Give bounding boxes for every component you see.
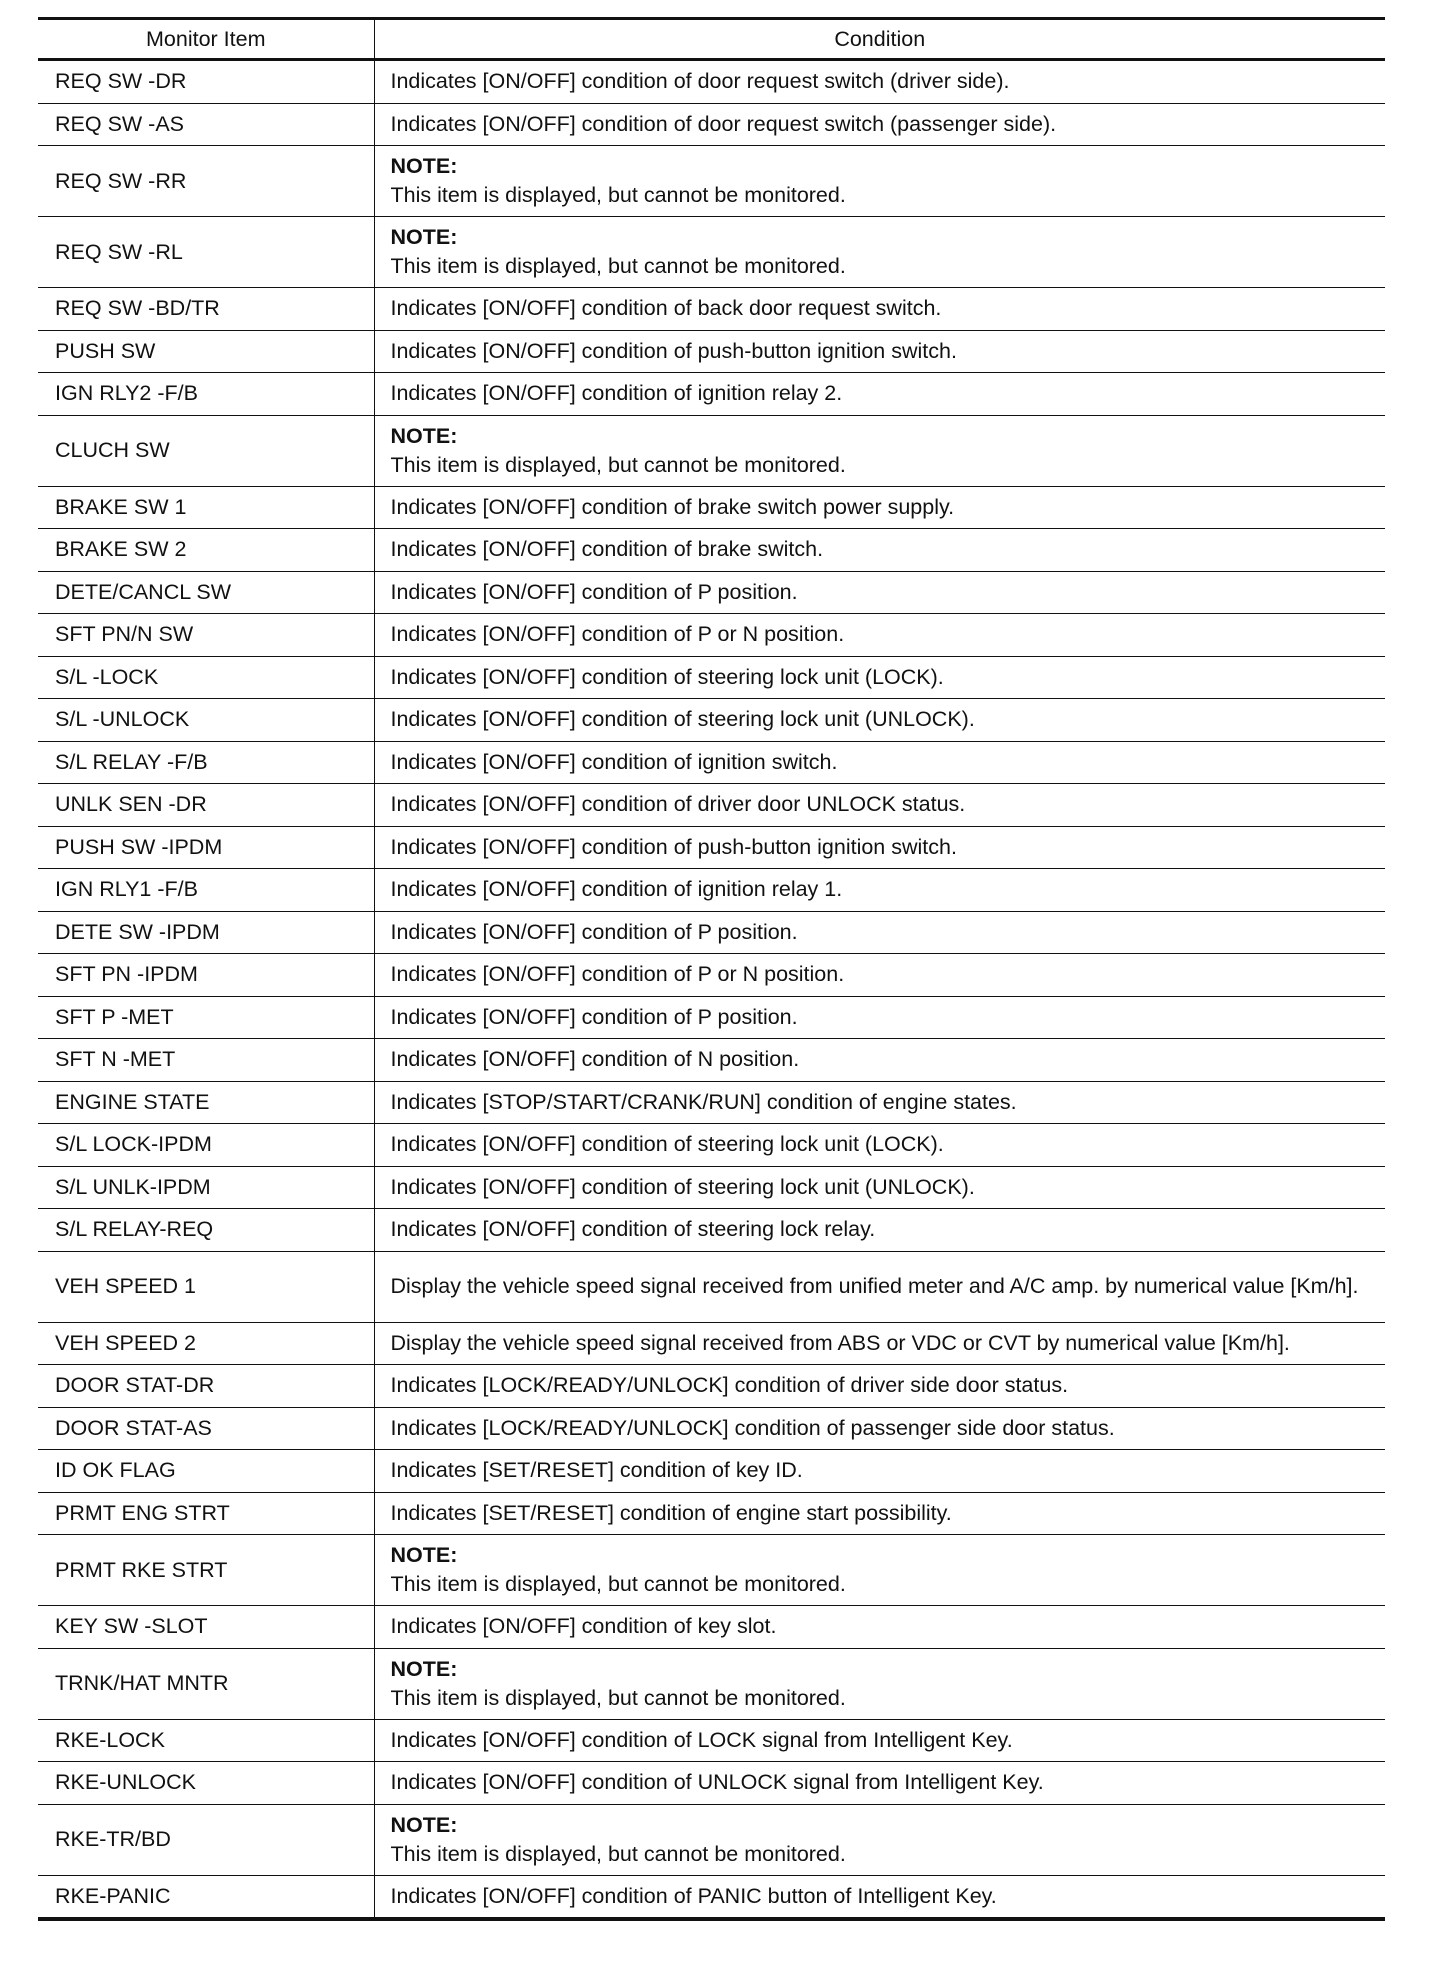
condition-cell: Indicates [ON/OFF] condition of push-button ignition switch. <box>390 834 957 859</box>
monitor-item-cell: S/L RELAY -F/B <box>38 741 374 784</box>
monitor-item-cell: VEH SPEED 2 <box>38 1322 374 1365</box>
monitor-item-cell: TRNK/HAT MNTR <box>38 1648 374 1719</box>
monitor-item-cell: SFT PN -IPDM <box>38 954 374 997</box>
condition-cell: Indicates [ON/OFF] condition of door request switch (driver side). <box>390 69 1010 94</box>
condition-cell: Indicates [ON/OFF] condition of P position. <box>390 579 798 604</box>
condition-cell: Indicates [ON/OFF] condition of P position. <box>390 919 798 944</box>
monitor-item-cell: REQ SW -RL <box>38 217 374 288</box>
note-label: NOTE: <box>390 1812 458 1837</box>
monitor-item-table <box>38 17 1385 1921</box>
condition-cell: Indicates [ON/OFF] condition of driver door UNLOCK status. <box>390 792 966 817</box>
condition-cell: Indicates [ON/OFF] condition of PANIC button of Intelligent Key. <box>390 1883 997 1908</box>
table-row <box>38 1492 1385 1535</box>
note-label: NOTE: <box>390 154 458 178</box>
table-row <box>38 911 1385 954</box>
condition-cell: Indicates [ON/OFF] condition of P or N position. <box>390 962 845 987</box>
condition-cell: Indicates [ON/OFF] condition of steering lock unit (LOCK). <box>390 1132 944 1157</box>
monitor-item-cell: DOOR STAT-AS <box>38 1407 374 1450</box>
table-row <box>38 1209 1385 1252</box>
condition-cell: Indicates [ON/OFF] condition of UNLOCK signal from Intelligent Key. <box>390 1770 1044 1795</box>
condition-cell: Indicates [SET/RESET] condition of engine start possibility. <box>390 1500 952 1525</box>
table-row <box>38 1039 1385 1082</box>
table-row <box>38 1875 1385 1919</box>
table-row <box>38 1407 1385 1450</box>
table-row <box>38 1166 1385 1209</box>
monitor-item-cell: SFT P -MET <box>38 996 374 1039</box>
monitor-item-cell: KEY SW -SLOT <box>38 1606 374 1649</box>
header-condition: Condition <box>834 26 926 51</box>
monitor-item-cell: VEH SPEED 1 <box>38 1251 374 1322</box>
monitor-item-cell: REQ SW -AS <box>38 103 374 146</box>
condition-cell: Indicates [ON/OFF] condition of ignition relay 1. <box>390 877 843 902</box>
monitor-item-cell: ENGINE STATE <box>38 1081 374 1124</box>
table-row <box>38 996 1385 1039</box>
table-row <box>38 1081 1385 1124</box>
table-row <box>38 1251 1385 1322</box>
table-row <box>38 330 1385 373</box>
condition-cell <box>374 146 1385 217</box>
table-row <box>38 217 1385 288</box>
table-row <box>38 741 1385 784</box>
monitor-item-cell: RKE-TR/BD <box>38 1804 374 1875</box>
condition-cell: Indicates [ON/OFF] condition of steering lock unit (UNLOCK). <box>390 1174 975 1199</box>
monitor-item-cell: CLUCH SW <box>38 415 374 486</box>
condition-cell: Indicates [ON/OFF] condition of back door request switch. <box>390 296 942 321</box>
note-label: NOTE: <box>390 1543 458 1567</box>
monitor-item-cell: S/L -UNLOCK <box>38 699 374 742</box>
condition-cell: Indicates [ON/OFF] condition of door request switch (passenger side). <box>390 111 1057 136</box>
condition-cell <box>374 1535 1385 1606</box>
table-row <box>38 1804 1385 1875</box>
table-row <box>38 1322 1385 1365</box>
table-row <box>38 529 1385 572</box>
condition-cell: Indicates [ON/OFF] condition of P position. <box>390 1004 798 1029</box>
condition-cell: Indicates [LOCK/READY/UNLOCK] condition of passenger side door status. <box>390 1415 1115 1440</box>
condition-cell: Indicates [STOP/START/CRANK/RUN] condition of engine states. <box>390 1089 1017 1114</box>
table-row <box>38 869 1385 912</box>
monitor-item-cell: SFT PN/N SW <box>38 614 374 657</box>
table-row <box>38 60 1385 104</box>
monitor-item-cell: DOOR STAT-DR <box>38 1365 374 1408</box>
table-row <box>38 1719 1385 1762</box>
note-text: This item is displayed, but cannot be monitored. <box>390 183 846 207</box>
condition-cell <box>374 217 1385 288</box>
header-monitor-item: Monitor Item <box>38 19 374 60</box>
condition-cell: Indicates [ON/OFF] condition of key slot. <box>390 1614 777 1639</box>
note-text: This item is displayed, but cannot be monitored. <box>390 1685 846 1710</box>
monitor-item-cell: DETE/CANCL SW <box>38 571 374 614</box>
condition-cell: Indicates [ON/OFF] condition of N position. <box>390 1047 800 1072</box>
table-row <box>38 614 1385 657</box>
monitor-item-cell: S/L RELAY-REQ <box>38 1209 374 1252</box>
monitor-item-cell: S/L UNLK-IPDM <box>38 1166 374 1209</box>
table-row <box>38 784 1385 827</box>
monitor-item-cell: IGN RLY1 -F/B <box>38 869 374 912</box>
table-row <box>38 1450 1385 1493</box>
table-row <box>38 954 1385 997</box>
condition-cell: Indicates [ON/OFF] condition of P or N position. <box>390 622 845 647</box>
monitor-item-cell: S/L LOCK-IPDM <box>38 1124 374 1167</box>
monitor-item-cell: PRMT RKE STRT <box>38 1535 374 1606</box>
monitor-item-cell: S/L -LOCK <box>38 656 374 699</box>
condition-cell: Display the vehicle speed signal received from ABS or VDC or CVT by numerical value [Km/h]. <box>390 1330 1290 1355</box>
table-row <box>38 103 1385 146</box>
note-text: This item is displayed, but cannot be monitored. <box>390 1841 846 1866</box>
monitor-item-cell: BRAKE SW 2 <box>38 529 374 572</box>
note-label: NOTE: <box>390 1656 458 1681</box>
table-row <box>38 1762 1385 1805</box>
table-row <box>38 571 1385 614</box>
table-row <box>38 146 1385 217</box>
monitor-item-cell: PUSH SW <box>38 330 374 373</box>
monitor-item-cell: REQ SW -BD/TR <box>38 288 374 331</box>
table-row <box>38 1365 1385 1408</box>
note-label: NOTE: <box>390 225 458 249</box>
table-body <box>38 60 1385 1920</box>
monitor-item-cell: REQ SW -RR <box>38 146 374 217</box>
condition-cell: Indicates [ON/OFF] condition of steering lock unit (LOCK). <box>390 664 944 689</box>
condition-cell: Indicates [ON/OFF] condition of steering lock relay. <box>390 1217 876 1242</box>
table-row <box>38 288 1385 331</box>
monitor-item-cell: RKE-PANIC <box>38 1875 374 1919</box>
condition-cell: Indicates [ON/OFF] condition of brake switch. <box>390 537 824 562</box>
table-row <box>38 486 1385 529</box>
monitor-item-cell: RKE-LOCK <box>38 1719 374 1762</box>
condition-cell: Indicates [ON/OFF] condition of ignition relay 2. <box>390 381 843 406</box>
condition-cell <box>374 1804 1385 1875</box>
note-text: This item is displayed, but cannot be monitored. <box>390 452 846 477</box>
monitor-item-cell: BRAKE SW 1 <box>38 486 374 529</box>
condition-cell: Indicates [SET/RESET] condition of key ID. <box>390 1458 803 1483</box>
table-row <box>38 1124 1385 1167</box>
monitor-item-cell: IGN RLY2 -F/B <box>38 373 374 416</box>
monitor-item-cell: DETE SW -IPDM <box>38 911 374 954</box>
monitor-item-cell: UNLK SEN -DR <box>38 784 374 827</box>
note-text: This item is displayed, but cannot be monitored. <box>390 254 846 278</box>
table-row <box>38 699 1385 742</box>
monitor-item-cell: ID OK FLAG <box>38 1450 374 1493</box>
monitor-item-cell: PRMT ENG STRT <box>38 1492 374 1535</box>
table-row <box>38 656 1385 699</box>
monitor-item-cell: SFT N -MET <box>38 1039 374 1082</box>
table-row <box>38 1535 1385 1606</box>
monitor-item-cell: PUSH SW -IPDM <box>38 826 374 869</box>
monitor-item-cell: RKE-UNLOCK <box>38 1762 374 1805</box>
condition-cell: Indicates [LOCK/READY/UNLOCK] condition of driver side door status. <box>390 1373 1069 1398</box>
condition-cell: Indicates [ON/OFF] condition of ignition switch. <box>390 749 838 774</box>
table-row <box>38 373 1385 416</box>
monitor-item-cell: REQ SW -DR <box>38 60 374 104</box>
condition-cell <box>374 1648 1385 1719</box>
table-row <box>38 1606 1385 1649</box>
table-row <box>38 1648 1385 1719</box>
note-label: NOTE: <box>390 423 458 448</box>
condition-cell: Indicates [ON/OFF] condition of push-button ignition switch. <box>390 338 957 363</box>
note-text: This item is displayed, but cannot be monitored. <box>390 1572 846 1596</box>
condition-cell: Indicates [ON/OFF] condition of LOCK signal from Intelligent Key. <box>390 1727 1013 1752</box>
table-header-row <box>38 19 1385 60</box>
table-row <box>38 415 1385 486</box>
condition-cell <box>374 415 1385 486</box>
condition-cell: Display the vehicle speed signal received from unified meter and A/C amp. by numerical value [Km/h]. <box>390 1274 1359 1298</box>
condition-cell: Indicates [ON/OFF] condition of steering lock unit (UNLOCK). <box>390 707 975 732</box>
table-row <box>38 826 1385 869</box>
condition-cell: Indicates [ON/OFF] condition of brake switch power supply. <box>390 494 955 519</box>
